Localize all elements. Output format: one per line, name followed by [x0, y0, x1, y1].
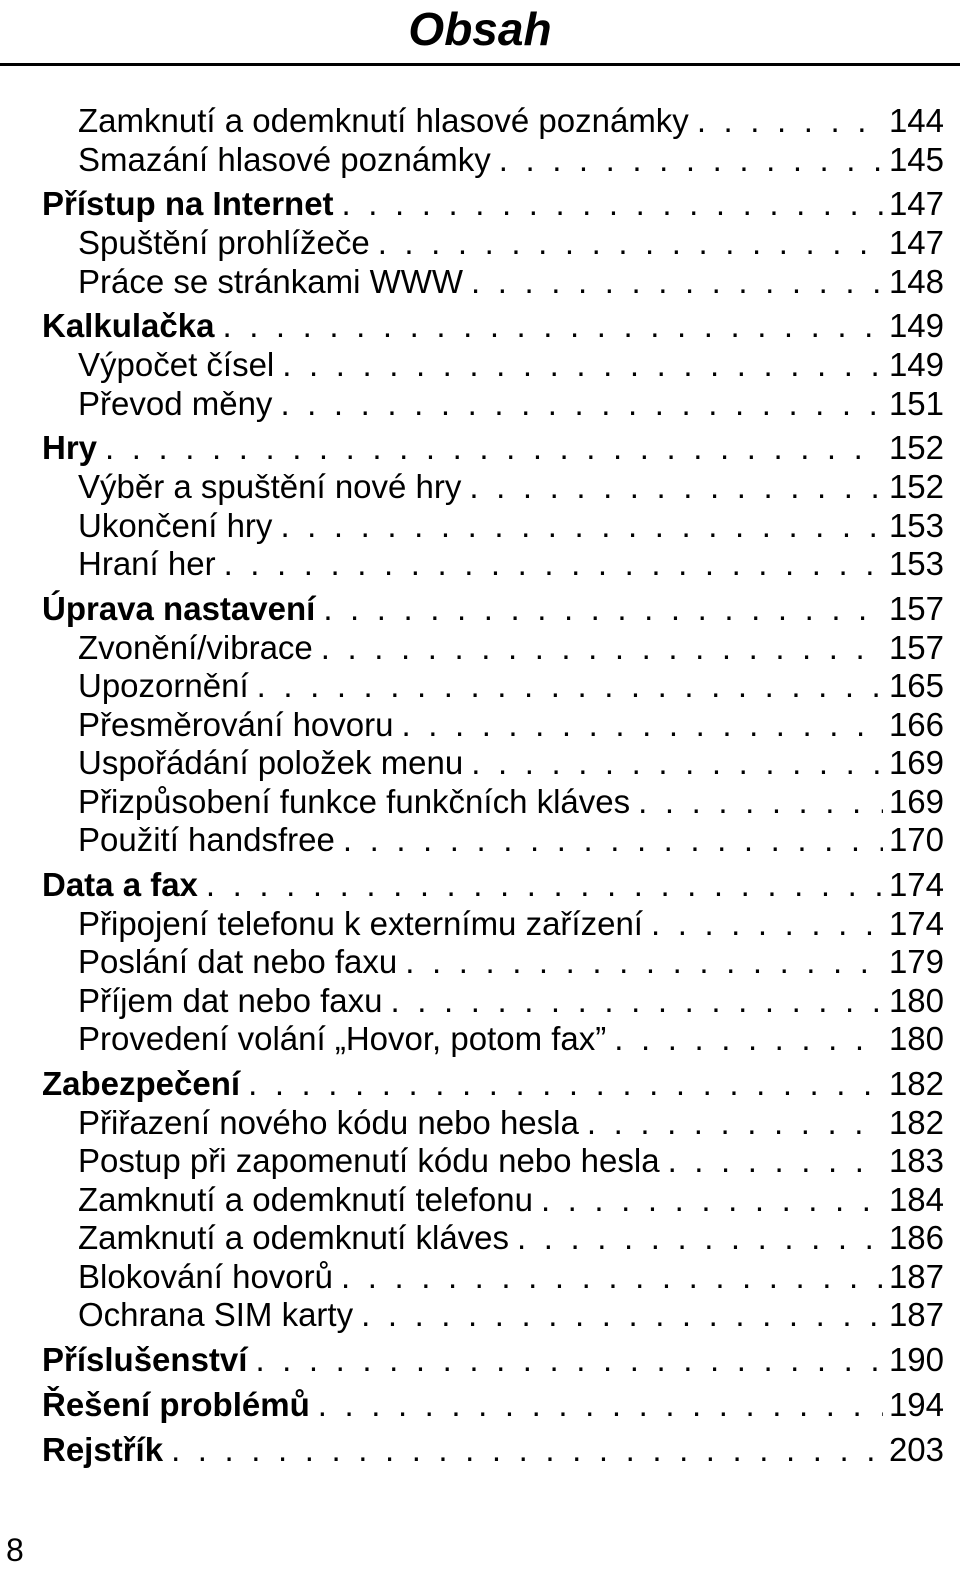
table-of-contents — [42, 102, 944, 1470]
toc-subsection[interactable] — [42, 346, 944, 385]
toc-entry-page: 203 — [888, 1430, 944, 1468]
toc-entry-label: Hry — [42, 429, 98, 466]
toc-entry-page: 174 — [888, 904, 944, 942]
dot-leader — [499, 141, 883, 180]
toc-section[interactable] — [42, 305, 944, 346]
dot-leader — [541, 1181, 883, 1220]
toc-section[interactable] — [42, 588, 944, 629]
toc-entry-label: Připojení telefonu k externímu zařízení — [78, 904, 643, 942]
toc-entry-page: 147 — [888, 185, 944, 222]
toc-entry-label: Zamknutí a odemknutí hlasové poznámky — [78, 102, 689, 139]
toc-entry-label: Rejstřík — [42, 1430, 164, 1468]
toc-section[interactable] — [42, 1429, 944, 1470]
toc-entry-label: Výběr a spuštění nové hry — [78, 468, 462, 505]
toc-subsection[interactable] — [42, 1104, 944, 1143]
toc-subsection[interactable] — [42, 1296, 944, 1335]
toc-entry-page: 179 — [888, 943, 944, 980]
toc-entry-page: 145 — [888, 140, 944, 178]
toc-entry-page: 169 — [888, 782, 944, 820]
toc-entry-label: Postup při zapomenutí kódu nebo hesla — [78, 1142, 660, 1179]
toc-entry-page: 157 — [888, 628, 944, 666]
toc-subsection[interactable] — [42, 545, 944, 584]
toc-entry-page: 147 — [888, 224, 944, 261]
toc-entry-label: Smazání hlasové poznámky — [78, 140, 491, 178]
dot-leader — [471, 744, 883, 783]
toc-subsection[interactable] — [42, 385, 944, 424]
toc-entry-page: 186 — [888, 1219, 944, 1256]
toc-subsection[interactable] — [42, 102, 944, 141]
dot-leader — [280, 385, 883, 424]
dot-leader — [342, 183, 883, 224]
toc-entry-label: Kalkulačka — [42, 307, 215, 344]
toc-subsection[interactable] — [42, 468, 944, 507]
toc-entry-label: Zamknutí a odemknutí kláves — [78, 1219, 510, 1256]
toc-subsection[interactable] — [42, 141, 944, 180]
toc-entry-page: 153 — [888, 506, 944, 544]
toc-subsection[interactable] — [42, 263, 944, 302]
toc-entry-page: 194 — [888, 1385, 944, 1423]
dot-leader — [341, 1258, 883, 1297]
toc-entry-page: 149 — [888, 346, 944, 383]
toc-entry-label: Úprava nastavení — [42, 589, 316, 627]
page-title: Obsah — [408, 3, 552, 55]
toc-subsection[interactable] — [42, 706, 944, 745]
toc-entry-label: Převod měny — [78, 384, 273, 422]
toc-entry-page: 153 — [888, 545, 944, 582]
dot-leader — [280, 507, 883, 546]
dot-leader — [222, 305, 882, 346]
dot-leader — [651, 905, 883, 944]
toc-section[interactable] — [42, 427, 944, 468]
toc-entry-label: Zvonění/vibrace — [78, 628, 313, 666]
toc-subsection[interactable] — [42, 744, 944, 783]
toc-subsection[interactable] — [42, 1020, 944, 1059]
toc-entry-label: Zamknutí a odemknutí telefonu — [78, 1180, 533, 1218]
toc-entry-page: 174 — [888, 865, 944, 903]
dot-leader — [321, 629, 883, 668]
dot-leader — [405, 943, 883, 982]
toc-entry-label: Upozornění — [78, 667, 249, 704]
title-rule — [0, 63, 960, 66]
toc-subsection[interactable] — [42, 667, 944, 706]
dot-leader — [697, 102, 883, 141]
toc-section[interactable] — [42, 864, 944, 905]
toc-entry-page: 187 — [888, 1296, 944, 1333]
toc-entry-page: 183 — [888, 1142, 944, 1179]
toc-entry-page: 182 — [888, 1064, 944, 1102]
toc-subsection[interactable] — [42, 1258, 944, 1297]
toc-entry-label: Poslání dat nebo faxu — [78, 943, 398, 980]
toc-entry-label: Provedení volání „Hovor, potom fax” — [78, 1020, 607, 1057]
dot-leader — [517, 1219, 883, 1258]
toc-entry-page: 166 — [888, 705, 944, 743]
toc-entry-page: 148 — [888, 262, 944, 300]
dot-leader — [206, 864, 883, 905]
toc-subsection[interactable] — [42, 783, 944, 822]
toc-subsection[interactable] — [42, 507, 944, 546]
dot-leader — [668, 1142, 883, 1181]
toc-entry-page: 152 — [888, 429, 944, 466]
toc-entry-label: Práce se stránkami WWW — [78, 262, 464, 300]
dot-leader — [391, 982, 883, 1021]
dot-leader — [248, 1063, 883, 1104]
dot-leader — [282, 346, 883, 385]
toc-section[interactable] — [42, 1339, 944, 1380]
toc-entry-label: Blokování hovorů — [78, 1257, 333, 1295]
toc-entry-page: 180 — [888, 1020, 944, 1057]
toc-entry-page: 152 — [888, 468, 944, 505]
dot-leader — [343, 821, 883, 860]
toc-entry-page: 180 — [888, 981, 944, 1019]
toc-subsection[interactable] — [42, 224, 944, 263]
dot-leader — [401, 706, 882, 745]
toc-entry-label: Přiřazení nového kódu nebo hesla — [78, 1103, 579, 1141]
toc-entry-label: Ochrana SIM karty — [78, 1296, 354, 1333]
toc-subsection[interactable] — [42, 943, 944, 982]
dot-leader — [224, 545, 883, 584]
dot-leader — [471, 263, 883, 302]
toc-entry-page: 144 — [888, 102, 944, 139]
dot-leader — [378, 224, 883, 263]
toc-entry-label: Data a fax — [42, 865, 198, 903]
dot-leader — [614, 1020, 883, 1059]
page-number: 8 — [6, 1532, 24, 1568]
dot-leader — [361, 1296, 883, 1335]
dot-leader — [638, 783, 883, 822]
toc-entry-page: 165 — [888, 667, 944, 704]
toc-entry-label: Ukončení hry — [78, 506, 273, 544]
toc-entry-label: Použití handsfree — [78, 821, 335, 858]
toc-entry-label: Přesměrování hovoru — [78, 705, 394, 743]
toc-subsection[interactable] — [42, 1219, 944, 1258]
dot-leader — [171, 1429, 883, 1470]
toc-section[interactable] — [42, 1063, 944, 1104]
toc-entry-page: 184 — [888, 1180, 944, 1218]
toc-section[interactable] — [42, 1384, 944, 1425]
toc-entry-label: Přizpůsobení funkce funkčních kláves — [78, 782, 631, 820]
toc-subsection[interactable] — [42, 1142, 944, 1181]
toc-subsection[interactable] — [42, 629, 944, 668]
toc-entry-label: Příjem dat nebo faxu — [78, 981, 383, 1019]
dot-leader — [323, 588, 883, 629]
toc-entry-page: 157 — [888, 589, 944, 627]
toc-entry-page: 187 — [888, 1257, 944, 1295]
toc-subsection[interactable] — [42, 821, 944, 860]
toc-entry-page: 182 — [888, 1103, 944, 1141]
toc-section[interactable] — [42, 183, 944, 224]
toc-entry-label: Uspořádání položek menu — [78, 744, 464, 781]
toc-entry-page: 190 — [888, 1340, 944, 1378]
toc-entry-label: Hraní her — [78, 545, 216, 582]
toc-entry-page: 169 — [888, 744, 944, 781]
dot-leader — [469, 468, 883, 507]
dot-leader — [587, 1104, 883, 1143]
dot-leader — [105, 427, 883, 468]
toc-entry-page: 170 — [888, 821, 944, 858]
toc-entry-label: Příslušenství — [42, 1340, 248, 1378]
toc-entry-page: 151 — [888, 384, 944, 422]
toc-subsection[interactable] — [42, 982, 944, 1021]
dot-leader — [255, 1339, 883, 1380]
toc-entry-label: Výpočet čísel — [78, 346, 275, 383]
toc-entry-label: Přístup na Internet — [42, 185, 334, 222]
toc-entry-label: Spuštění prohlížeče — [78, 224, 370, 261]
toc-entry-label: Zabezpečení — [42, 1064, 241, 1102]
toc-entry-page: 149 — [888, 307, 944, 344]
toc-subsection[interactable] — [42, 905, 944, 944]
dot-leader — [318, 1384, 883, 1425]
toc-subsection[interactable] — [42, 1181, 944, 1220]
dot-leader — [257, 667, 883, 706]
toc-entry-label: Řešení problémů — [42, 1385, 310, 1423]
